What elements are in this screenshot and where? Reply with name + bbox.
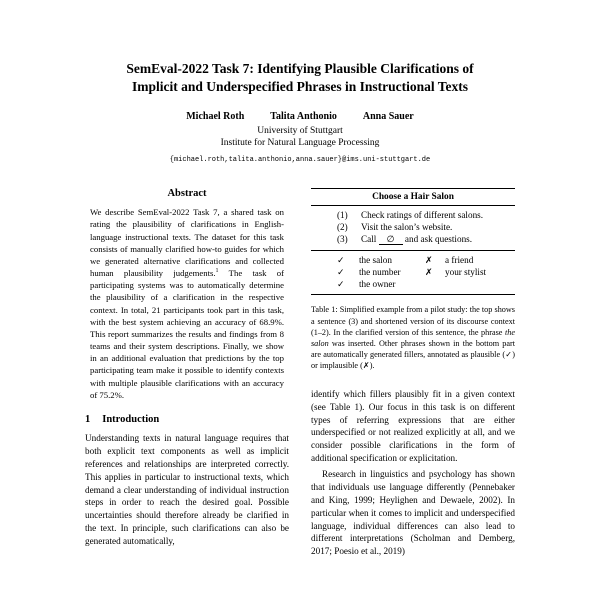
paper-title bbox=[85, 60, 515, 96]
caption-text: was inserted. Other phrases shown in the bottom part are automatically generated fillers, annotated as plausible (✓) or implausible (✗). bbox=[311, 338, 515, 370]
sentence-number: (3) bbox=[337, 234, 348, 245]
paper-title-line-2: Implicit and Underspecified Phrases in Instructional Texts bbox=[131, 78, 469, 94]
example-table bbox=[311, 188, 515, 295]
abstract-text-post: The task of participating systems was to automatically determine the plausibility of a clarification in the respective context. In total, 21 participants took part in this task, with the best system achieving an accuracy of 68.9%. This report summarizes the results and findings from 8 teams and their system descriptions. Finally, we show in an additional evaluation that predictions by the top participating team make it possible to identify contexts with multiple plausible clarifications with an accuracy of 75.2%. bbox=[90, 268, 284, 400]
sentence-text: Visit the salon’s website. bbox=[361, 222, 453, 233]
sentence-text-post: and ask questions. bbox=[402, 234, 473, 245]
section-title: Introduction bbox=[102, 414, 160, 425]
left-column bbox=[85, 188, 289, 558]
body-paragraph: Research in linguistics and psychology has shown that individuals use language differently (Pennebaker and King, 1999; Heylighen and Dewaele, 2002). In particular when it comes to implicit and underspecified language, individual differences can also lead to different interpretations (Scholman and Demberg, 2017; Poesio et al., 2019) bbox=[311, 469, 515, 557]
table-title: Choose a Hair Salon bbox=[372, 192, 454, 203]
table-row bbox=[311, 209, 515, 221]
sentence-text-pre: Call bbox=[361, 234, 379, 245]
table-row bbox=[311, 221, 515, 233]
table-bottom-rule bbox=[311, 294, 515, 295]
author-name: Anna Sauer bbox=[362, 110, 414, 122]
filler-row bbox=[311, 278, 515, 290]
filler-phrase: the number bbox=[359, 266, 401, 277]
cross-icon: ✗ bbox=[425, 254, 433, 265]
author-name: Talita Anthonio bbox=[270, 110, 337, 122]
caption-italic-phrase: the salon bbox=[311, 327, 515, 348]
filler-phrase: your stylist bbox=[445, 266, 487, 277]
check-icon: ✓ bbox=[337, 266, 345, 277]
abstract-text bbox=[85, 206, 289, 401]
affiliation-line-1: University of Stuttgart bbox=[257, 125, 343, 136]
author-name: Michael Roth bbox=[186, 110, 245, 122]
affiliation bbox=[85, 125, 515, 151]
right-column-body bbox=[311, 388, 515, 558]
blank-slot bbox=[379, 235, 403, 245]
author-list bbox=[85, 111, 515, 122]
sentence-number: (1) bbox=[337, 210, 348, 221]
abstract-heading: Abstract bbox=[167, 188, 207, 200]
sentence-text bbox=[361, 234, 472, 245]
sentence-number: (2) bbox=[337, 222, 348, 233]
filler-phrase bbox=[445, 279, 511, 290]
section-number: 1 bbox=[85, 414, 91, 425]
cross-icon bbox=[425, 279, 445, 290]
footnote-marker: 1 bbox=[215, 268, 219, 275]
paper-title-line-1: SemEval-2022 Task 7: Identifying Plausible Clarifications of bbox=[126, 61, 474, 76]
filler-phrase: the owner bbox=[359, 278, 396, 289]
table-caption bbox=[311, 304, 515, 370]
body-paragraph: identify which fillers plausibly fit in a given context (see Table 1). Our focus in this task is on different types of referring expressions that are either underspecified or not realized explicitly at all, and we consider possible clarifications in the form of additional specification or explicitation. bbox=[311, 388, 515, 464]
filler-phrase: the salon bbox=[359, 254, 392, 265]
table-sentences bbox=[311, 206, 515, 250]
filler-phrase: a friend bbox=[445, 254, 474, 265]
intro-paragraph: Understanding texts in natural language requires that both explicit text components as well as implicit references and relationships are interpreted correctly. This applies in particular to instructional texts, which demand a clear understanding of individual instruction steps in order to reach the desired goal. Possible uncertainties should therefore already be clarified in the text. In principle, such clarifications can also be generated automatically, bbox=[85, 433, 289, 546]
caption-text: Table 1: Simplified example from a pilot study: the top shows a sentence (3) and shortened version of its discourse context (1–2). In the clarified version of this sentence, the phrase bbox=[311, 305, 515, 337]
section-heading-introduction bbox=[85, 414, 289, 425]
two-column-body bbox=[85, 188, 515, 558]
right-column bbox=[311, 188, 515, 558]
email-line: {michael.roth,talita.anthonio,anna.sauer}@ims.uni-stuttgart.de bbox=[169, 156, 431, 165]
check-icon: ✓ bbox=[337, 254, 345, 265]
table-row bbox=[311, 233, 515, 246]
empty-set-symbol: ∅ bbox=[386, 234, 395, 245]
abstract-text-pre: We describe SemEval-2022 Task 7, a shared task on rating the plausibility of clarifications in English-language instructional texts. The dataset for this task consists of manually clarified how-to guides for which we generated alternative clarifications and collected human plausibility judgements. bbox=[90, 207, 284, 279]
filler-row bbox=[311, 254, 515, 266]
sentence-text: Check ratings of different salons. bbox=[361, 210, 484, 221]
check-icon: ✓ bbox=[337, 278, 345, 289]
filler-row bbox=[311, 266, 515, 278]
affiliation-line-2: Institute for Natural Language Processing bbox=[220, 138, 380, 149]
filler-annotations bbox=[311, 251, 515, 294]
cross-icon: ✗ bbox=[425, 266, 433, 277]
